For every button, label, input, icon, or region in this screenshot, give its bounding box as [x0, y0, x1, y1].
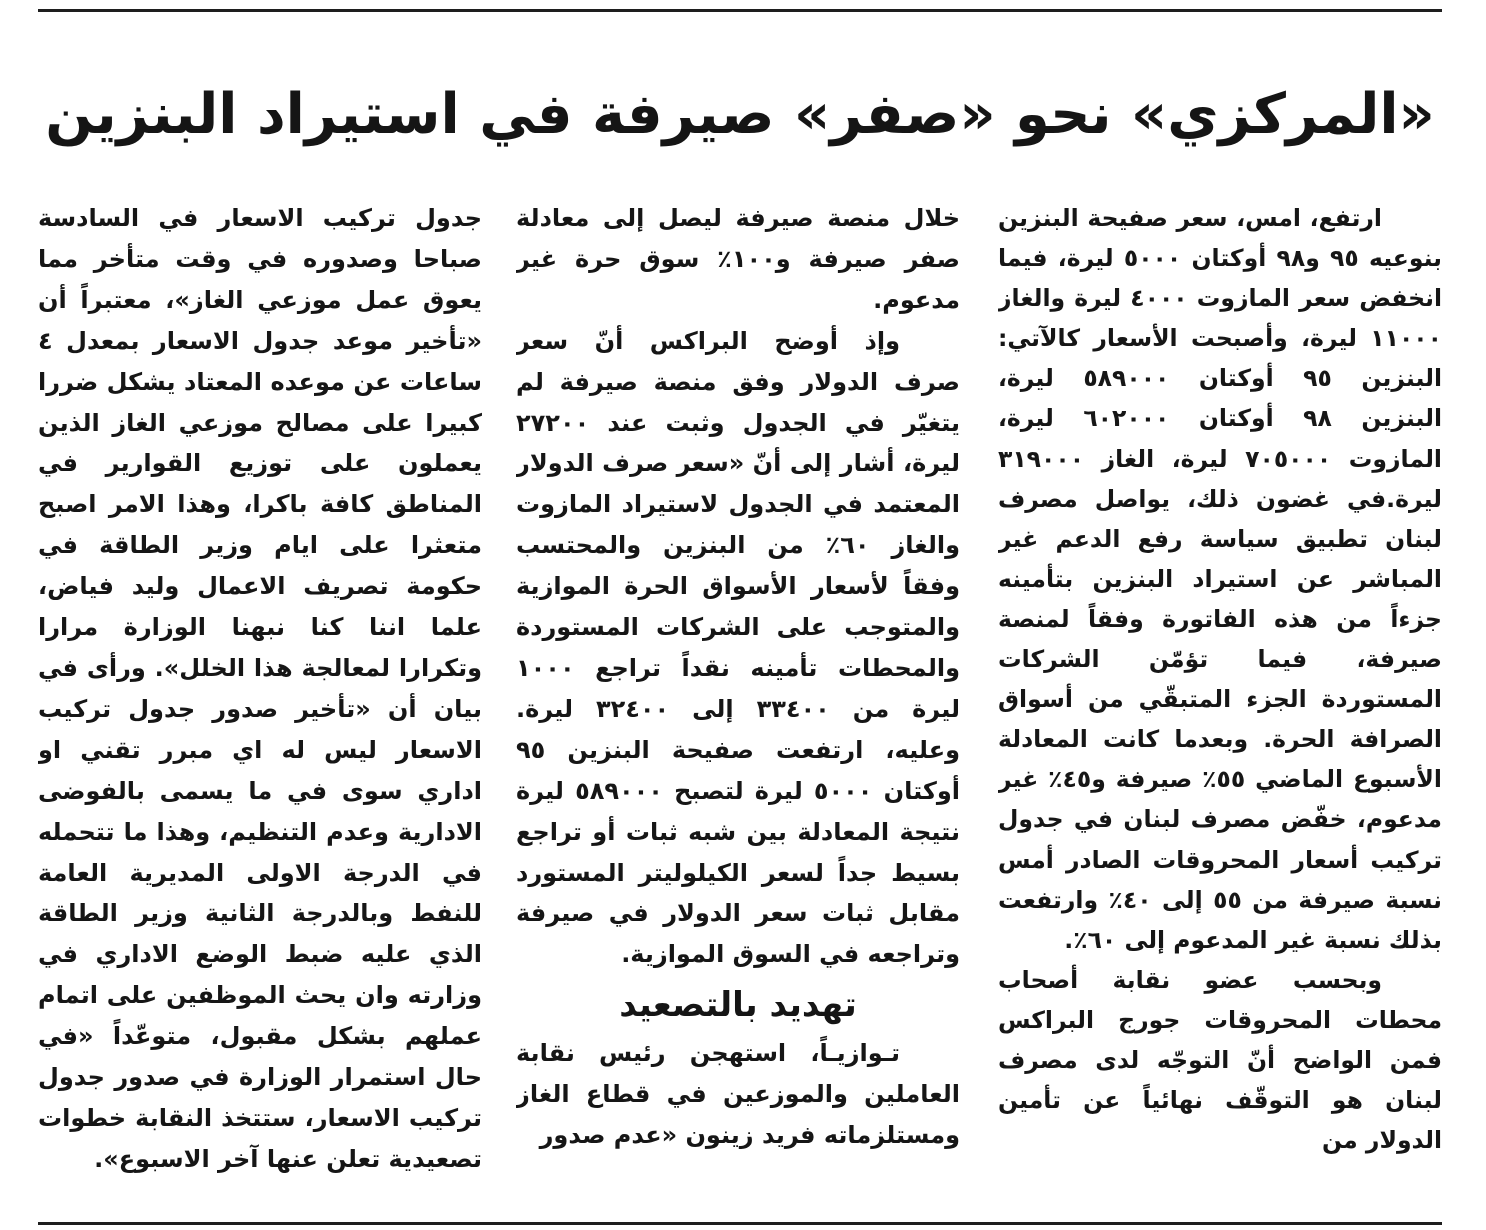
- subheading: تهديد بالتصعيد: [619, 985, 857, 1026]
- headline: «المركزي» نحو «صفر» صيرفة في استيراد البنزين: [45, 82, 1435, 147]
- article-column-middle: [516, 198, 960, 1214]
- bottom-rule: [38, 1222, 1442, 1225]
- top-rule: [38, 9, 1442, 12]
- paragraph: وبحسب عضو نقابة أصحاب محطات المحروقات جورج البراكس فمن الواضح أنّ التوجّه لدى مصرف لبنان هو التوقّف نهائياً عن تأمين الدولار من: [998, 965, 1442, 1155]
- paragraph: جدول تركيب الاسعار في السادسة صباحا وصدوره في وقت متأخر مما يعوق عمل موزعي الغاز»، معتبراً أن «تأخير موعد جدول الاسعار بمعدل ٤ ساعات عن موعده المعتاد يشكل ضررا كبيرا على مصالح موزعي الغاز الذين يعملون على توزيع القوارير في المناطق كافة باكرا، وهذا الامر اصبح متعثرا على ايام وزير الطاقة في حكومة تصريف الاعمال وليد فياض، علما اننا كنا نبهنا الوزارة مرارا وتكرارا لمعالجة هذا الخلل». ورأى في بيان أن «تأخير صدور جدول تركيب الاسعار ليس له اي مبرر تقني او اداري سوى في ما يسمى بالفوضى الادارية وعدم التنظيم، وهذا ما تتحمله في الدرجة الاولى المديرية العامة للنفط وبالدرجة الثانية وزير الطاقة الذي عليه ضبط الوضع الاداري في وزارته وان يحث الموظفين على اتمام عملهم بشكل مقبول، متوعّداً «في حال استمرار الوزارة في صدور جدول تركيب الاسعار، ستتخذ النقابة خطوات تصعيدية تعلن عنها آخر الاسبوع».: [38, 204, 482, 1173]
- paragraph: خلال منصة صيرفة ليصل إلى معادلة صفر صيرفة و١٠٠٪ سوق حرة غير مدعوم.: [516, 204, 960, 314]
- article-column-right: [998, 198, 1442, 1214]
- paragraph: وإذ أوضح البراكس أنّ سعر صرف الدولار وفق منصة صيرفة لم يتغيّر في الجدول وثبت عند ٢٧٢٠٠ ليرة، أشار إلى أنّ «سعر صرف الدولار المعتمد في الجدول لاستيراد المازوت والغاز ٦٠٪ من البنزين والمحتسب وفقاً لأسعار الأسواق الحرة الموازية والمتوجب على الشركات المستوردة والمحطات تأمينه نقداً تراجع ١٠٠٠ ليرة من ٣٣٤٠٠ إلى ٣٢٤٠٠ ليرة. وعليه، ارتفعت صفيحة البنزين ٩٥ أوكتان ٥٠٠٠ ليرة لتصبح ٥٨٩٠٠٠ ليرة نتيجة المعادلة بين شبه ثبات أو تراجع بسيط جداً لسعر الكيلوليتر المستورد مقابل ثبات سعر الدولار في صيرفة وتراجعه في السوق الموازية.: [516, 326, 960, 969]
- article-column-left: [38, 198, 482, 1214]
- paragraph: ارتفع، امس، سعر صفيحة البنزين بنوعيه ٩٥ و٩٨ أوكتان ٥٠٠٠ ليرة، فيما انخفض سعر المازوت ٤٠٠٠ ليرة والغاز ١١٠٠٠ ليرة، وأصبحت الأسعار كالآتي: البنزين ٩٥ أوكتان ٥٨٩٠٠٠ ليرة، البنزين ٩٨ أوكتان ٦٠٢٠٠٠ ليرة، المازوت ٧٠٥٠٠٠ ليرة، الغاز ٣١٩٠٠٠ ليرة.في غضون ذلك، يواصل مصرف لبنان تطبيق سياسة رفع الدعم غير المباشر عن استيراد البنزين بتأمينه جزءاً من هذه الفاتورة وفقاً لمنصة صيرفة، فيما تؤمّن الشركات المستوردة الجزء المتبقّي من أسواق الصرافة الحرة. وبعدما كانت المعادلة الأسبوع الماضي ٥٥٪ صيرفة و٤٥٪ غير مدعوم، خفّض مصرف لبنان في جدول تركيب أسعار المحروقات الصادر أمس نسبة صيرفة من ٥٥ إلى ٤٠٪ وارتفعت بذلك نسبة غير المدعوم إلى ٦٠٪.: [998, 204, 1442, 954]
- paragraph: تـوازيـاً، استهجن رئيس نقابة العاملين والموزعين في قطاع الغاز ومستلزماته فريد زينون «عدم صدور: [516, 1039, 960, 1150]
